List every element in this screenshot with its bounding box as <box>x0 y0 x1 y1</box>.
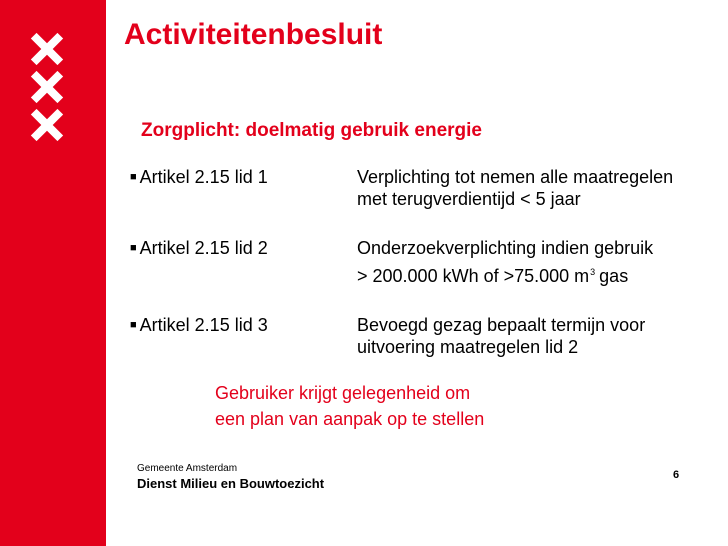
article-description <box>357 314 645 358</box>
description-line: Verplichting tot nemen alle maatregelen <box>357 167 674 187</box>
sidebar-divider <box>106 0 110 546</box>
amsterdam-crosses-logo <box>28 30 66 144</box>
highlight-note-line2: een plan van aanpak op te stellen <box>215 409 485 429</box>
slide-subtitle: Zorgplicht: doelmatig gebruik energie <box>141 120 482 141</box>
volume-threshold-text: > 200.000 kWh of >75.000 m <box>357 266 590 286</box>
article-description <box>357 237 653 287</box>
bullet-square-icon: ■ <box>130 171 137 183</box>
description-line: uitvoering maatregelen lid 2 <box>357 337 579 357</box>
description-line: Onderzoekverplichting indien gebruik <box>357 238 654 258</box>
organization-name: Gemeente Amsterdam <box>137 463 238 474</box>
description-line <box>357 265 653 287</box>
cubic-superscript: 3 <box>590 267 596 277</box>
article-item <box>130 166 268 191</box>
bullet-square-icon: ■ <box>130 319 137 331</box>
andreas-cross-icon <box>28 106 66 144</box>
article-label: Artikel 2.15 lid 1 <box>139 167 268 187</box>
department-name: Dienst Milieu en Bouwtoezicht <box>137 476 325 491</box>
andreas-cross-icon <box>28 68 66 106</box>
highlight-note-line1: Gebruiker krijgt gelegenheid om <box>215 383 471 403</box>
unit-text: gas <box>599 266 629 286</box>
page-number: 6 <box>673 469 680 481</box>
article-item <box>130 314 268 339</box>
article-label: Artikel 2.15 lid 2 <box>139 238 268 258</box>
andreas-cross-icon <box>28 30 66 68</box>
slide-title: Activiteitenbesluit <box>124 18 383 51</box>
article-label: Artikel 2.15 lid 3 <box>139 315 268 335</box>
description-line: met terugverdientijd < 5 jaar <box>357 189 581 209</box>
description-line: Bevoegd gezag bepaalt termijn voor <box>357 315 646 335</box>
article-item <box>130 237 268 262</box>
bullet-square-icon: ■ <box>130 242 137 254</box>
article-description <box>357 166 673 210</box>
